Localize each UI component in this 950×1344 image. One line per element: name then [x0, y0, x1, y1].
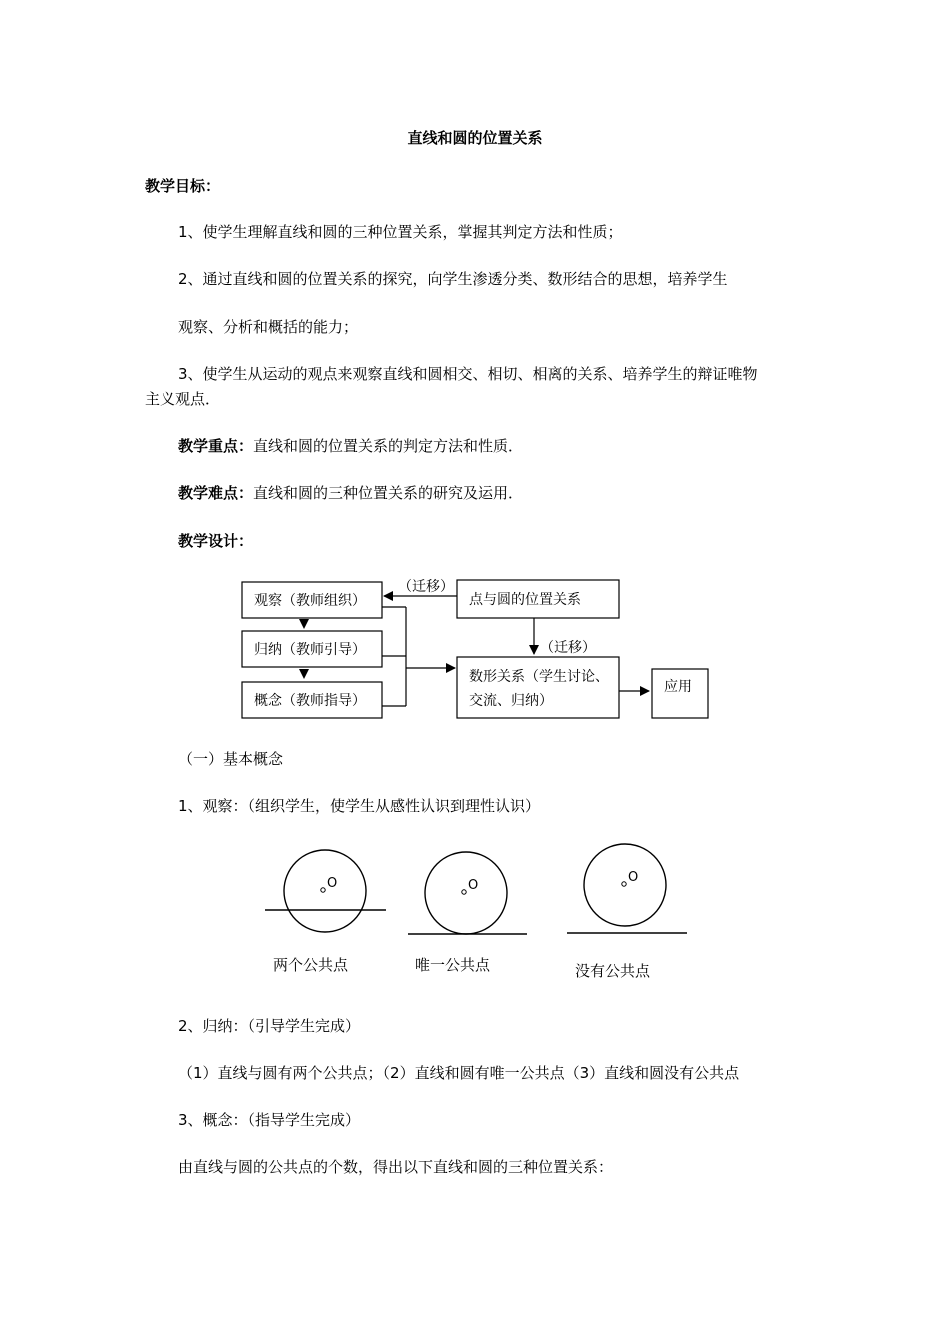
difficulty-text: 直线和圆的三种位置关系的研究及运用．	[253, 484, 524, 502]
caption-one-point: 唯一公共点	[415, 956, 491, 974]
relation-label-line-2: 交流、归纳）	[469, 693, 553, 709]
objective-3-line-2: 主义观点．	[145, 390, 221, 408]
key-point-text: 直线和圆的位置关系的判定方法和性质．	[253, 437, 524, 455]
concept-step: 3、概念：（指导学生完成）	[178, 1111, 361, 1129]
transfer-label-2: （迁移）	[540, 640, 596, 656]
circle-center-dot	[622, 882, 626, 886]
relation-label-line-1: 数形关系（学生讨论、	[469, 669, 609, 685]
arrow-down-2	[299, 669, 309, 679]
conclusion-text: 由直线与圆的公共点的个数，得出以下直线和圆的三种位置关系：	[178, 1158, 614, 1176]
concept-box-label: 概念（教师指导）	[254, 693, 366, 709]
arrow-down-1	[299, 619, 309, 629]
objective-3-line-1: 3、使学生从运动的观点来观察直线和圆相交、相切、相离的关系、培养学生的辩证唯物	[178, 365, 758, 383]
induce-step: 2、归纳：（引导学生完成）	[178, 1017, 361, 1035]
circle-center-label: O	[628, 870, 639, 885]
circle-center-dot	[462, 890, 466, 894]
key-point-label: 教学重点：	[178, 437, 254, 455]
design-heading: 教学设计：	[178, 532, 254, 550]
objective-2-line-2: 观察、分析和概括的能力；	[178, 318, 359, 336]
caption-two-points: 两个公共点	[273, 956, 349, 974]
point-circle-label: 点与圆的位置关系	[469, 592, 581, 608]
induce-box-label: 归纳（教师引导）	[254, 642, 366, 658]
objective-2-line-1: 2、通过直线和圆的位置关系的探究，向学生渗透分类、数形结合的思想，培养学生	[178, 270, 728, 288]
circle-center-label: O	[468, 878, 479, 893]
caption-no-point: 没有公共点	[575, 962, 651, 980]
objective-1: 1、使学生理解直线和圆的三种位置关系，掌握其判定方法和性质；	[178, 223, 623, 241]
page-title: 直线和圆的位置关系	[407, 129, 543, 147]
observe-step: 1、观察：（组织学生，使学生从感性认识到理性认识）	[178, 797, 541, 815]
apply-label: 应用	[664, 679, 692, 695]
section-heading: （一）基本概念	[178, 750, 284, 768]
circle-center-dot	[321, 888, 325, 892]
circle-center-label: O	[327, 876, 338, 891]
objectives-heading: 教学目标：	[145, 177, 221, 195]
difficulty-label: 教学难点：	[178, 484, 254, 502]
observe-box-label: 观察（教师组织）	[254, 593, 366, 609]
transfer-label-1: （迁移）	[398, 579, 454, 595]
circle-separate	[584, 844, 666, 926]
induce-detail: （1）直线与圆有两个公共点；（2）直线和圆有唯一公共点（3）直线和圆没有公共点	[178, 1064, 740, 1082]
